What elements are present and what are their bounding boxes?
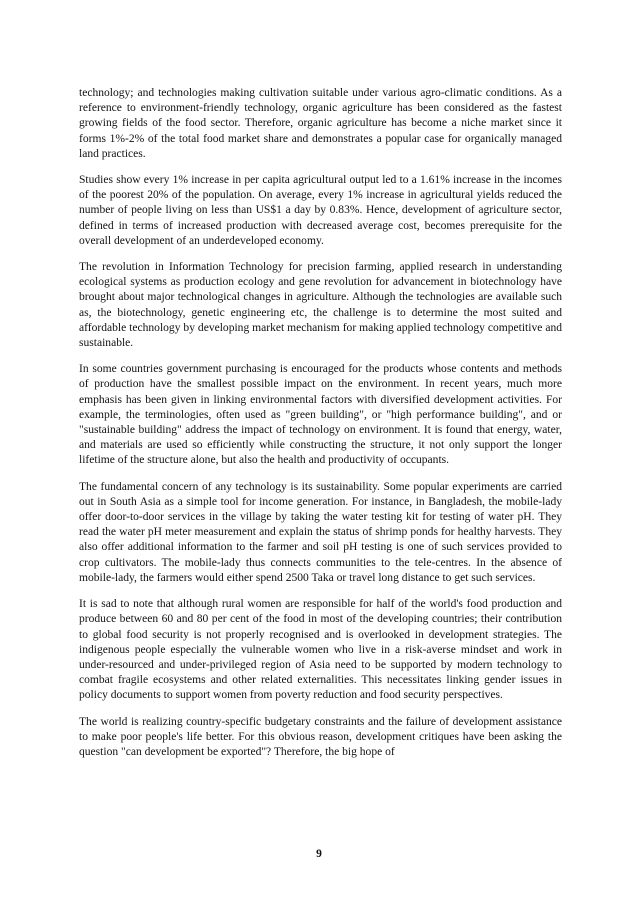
paragraph-rural-women: It is sad to note that although rural women are responsible for half of the world's food production and produce between 60 and 80 per cent of the food in most of the developing countries; their contribution to global food security is not properly recognised and is overlooked in development strategies. The indigenous people especially the vulnerable women who live in a risk-averse mindset and work in under-resourced and under-privileged region of Asia need to be supported by modern technology to combat fragile ecosystems and other related externalities. This necessitates linking gender issues in policy documents to support women from poverty reduction and food security perspectives.: [79, 598, 562, 702]
paragraph-government-purchasing: In some countries government purchasing is encouraged for the products whose contents and methods of production have the smallest possible impact on the environment. In recent years, much more emphasis has been given in linking environmental factors with diversified development activities. For example, the terminologies, often used as "green building", or "high performance building", and or "sustainable building" address the impact of technology on environment. It is found that energy, water, and materials are used so efficiently while constructing the structure, it not only support the longer lifetime of the structure alone, but also the health and productivity of occupants.: [79, 363, 562, 467]
body-text: [79, 86, 562, 771]
paragraph-development-assistance: The world is realizing country-specific budgetary constraints and the failure of development assistance to make poor people's life better. For this obvious reason, development critiques have been asking the question "can development be exported"? Therefore, the big hope of: [79, 715, 562, 758]
paragraph-organic-agriculture: technology; and technologies making cultivation suitable under various agro-climatic conditions. As a reference to environment-friendly technology, organic agriculture has been considered as the fastest growing fields of the food sector. Therefore, organic agriculture has become a niche market since it forms 1%-2% of the total food market share and demonstrates a popular case for organically managed land practices.: [79, 87, 562, 160]
page-number: 9: [316, 848, 322, 860]
paragraph-agricultural-output-studies: Studies show every 1% increase in per capita agricultural output led to a 1.61% increase in the incomes of the poorest 20% of the population. On average, every 1% increase in agricultural yields reduced the number of people living on less than US$1 a day by 0.83%. Hence, development of agriculture sector, defined in terms of increased production with decreased average cost, becomes prerequisite for the overall development of an underdeveloped economy.: [79, 174, 562, 247]
paragraph-sustainability-mobile-lady: The fundamental concern of any technology is its sustainability. Some popular experiments are carried out in South Asia as a simple tool for income generation. For instance, in Bangladesh, the mobile-lady offer door-to-door services in the village by taking the water testing kit for testing of water pH. They read the water pH meter measurement and explain the status of shrimp ponds for healthy harvests. They also offer additional information to the farmer and soil pH testing is one of such services provided to crop cultivators. The mobile-lady thus connects communities to the tele-centres. In the absence of mobile-lady, the farmers would either spend 2500 Taka or travel long distance to get such services.: [79, 480, 562, 584]
paragraph-information-technology: The revolution in Information Technology for precision farming, applied research in understanding ecological systems as production ecology and gene revolution for advancement in biotechnology have brought about major technological changes in agriculture. Although the technologies are available such as, the biotechnology, genetic engineering etc, the challenge is to determine the most suited and affordable technology by developing market mechanism for making applied technology competitive and sustainable.: [79, 261, 562, 350]
